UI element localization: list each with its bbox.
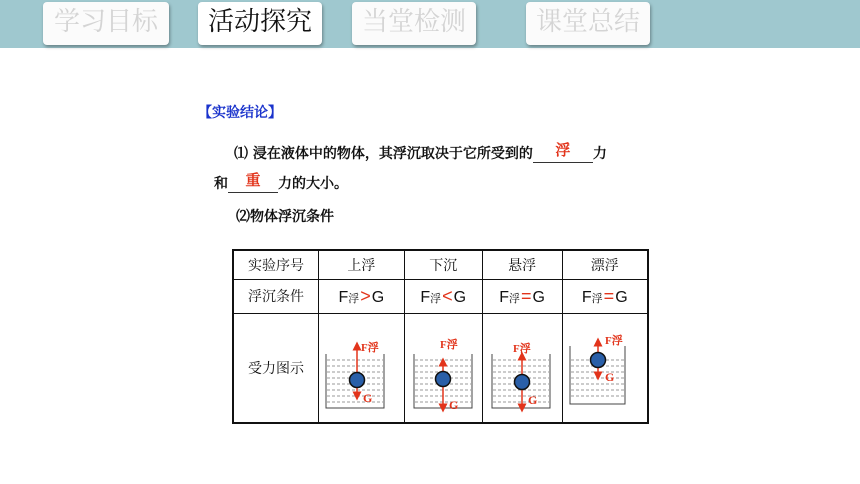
condition-label: 浮沉条件 xyxy=(233,279,318,313)
condition-cell-rise xyxy=(318,279,404,313)
diagram-cell-suspend xyxy=(482,313,562,423)
ball-icon xyxy=(590,352,605,367)
table-header-cell: 漂浮 xyxy=(562,250,648,279)
force-sub: 浮 xyxy=(348,292,360,305)
ball-icon xyxy=(436,371,451,386)
force-sub: 浮 xyxy=(430,292,442,305)
force-f: F xyxy=(420,288,431,306)
tab-learning-goals[interactable]: 学习目标 xyxy=(43,2,169,45)
section-title: 【实验结论】 xyxy=(198,105,282,121)
suspend-diagram xyxy=(485,316,559,416)
conclusion-line-1 xyxy=(234,143,607,163)
buoyancy-label: F浮 xyxy=(440,338,458,351)
diagram-cell-rise xyxy=(318,313,404,423)
answer-blank-2 xyxy=(228,171,278,193)
rise-diagram xyxy=(321,316,401,416)
table-header-cell: 上浮 xyxy=(318,250,404,279)
answer-fill-1: 浮 xyxy=(555,141,571,159)
conditions-heading: ⑵物体浮沉条件 xyxy=(236,209,334,225)
force-sub: 浮 xyxy=(509,292,521,305)
condition-cell-sink xyxy=(404,279,482,313)
conclusion-text-3: 和 xyxy=(214,176,228,192)
condition-cell-suspend xyxy=(482,279,562,313)
buoyancy-label: F浮 xyxy=(361,341,380,354)
buoyancy-label: F浮 xyxy=(604,334,623,347)
force-g: G xyxy=(371,288,385,306)
diagram-cell-sink xyxy=(404,313,482,423)
table-row-conditions xyxy=(233,279,648,313)
answer-blank-1 xyxy=(533,141,593,163)
operator: > xyxy=(360,285,371,306)
table-header-row xyxy=(233,250,648,279)
operator: = xyxy=(521,285,532,306)
diagram-cell-float xyxy=(562,313,648,423)
table-header-cell: 悬浮 xyxy=(482,250,562,279)
ball-icon xyxy=(515,374,530,389)
tab-activity-explore[interactable]: 活动探究 xyxy=(198,2,322,45)
operator: = xyxy=(603,285,615,306)
top-nav-bar xyxy=(0,0,860,48)
force-f: F xyxy=(338,288,349,306)
force-g: G xyxy=(532,288,545,306)
answer-fill-2: 重 xyxy=(245,171,261,189)
table-row-diagrams xyxy=(233,313,648,423)
buoyancy-label: F浮 xyxy=(513,342,531,355)
force-g: G xyxy=(615,288,628,306)
tab-lesson-summary[interactable]: 课堂总结 xyxy=(526,2,650,45)
float-diagram xyxy=(565,316,645,416)
conclusion-line-2 xyxy=(214,173,348,193)
table-header-cell: 实验序号 xyxy=(233,250,318,279)
table-header-cell: 下沉 xyxy=(404,250,482,279)
float-sink-table xyxy=(232,249,649,424)
force-g: G xyxy=(453,288,467,306)
tab-classroom-test[interactable]: 当堂检测 xyxy=(352,2,476,45)
gravity-label: G xyxy=(604,369,615,384)
condition-cell-float xyxy=(562,279,648,313)
force-f: F xyxy=(581,288,592,306)
diagram-label: 受力图示 xyxy=(233,313,318,423)
force-sub: 浮 xyxy=(591,292,603,305)
ball-icon xyxy=(350,372,365,387)
conclusion-text-2: 力 xyxy=(592,146,607,162)
conclusion-text-4: 力的大小。 xyxy=(278,176,348,192)
conclusion-text-1: ⑴ 浸在液体中的物体，其浮沉取决于它所受到的 xyxy=(234,146,533,162)
gravity-label: G xyxy=(528,392,538,407)
operator: < xyxy=(442,285,453,306)
gravity-label: G xyxy=(363,390,373,405)
sink-diagram xyxy=(407,316,479,416)
force-f: F xyxy=(499,288,510,306)
gravity-label: G xyxy=(449,397,459,412)
